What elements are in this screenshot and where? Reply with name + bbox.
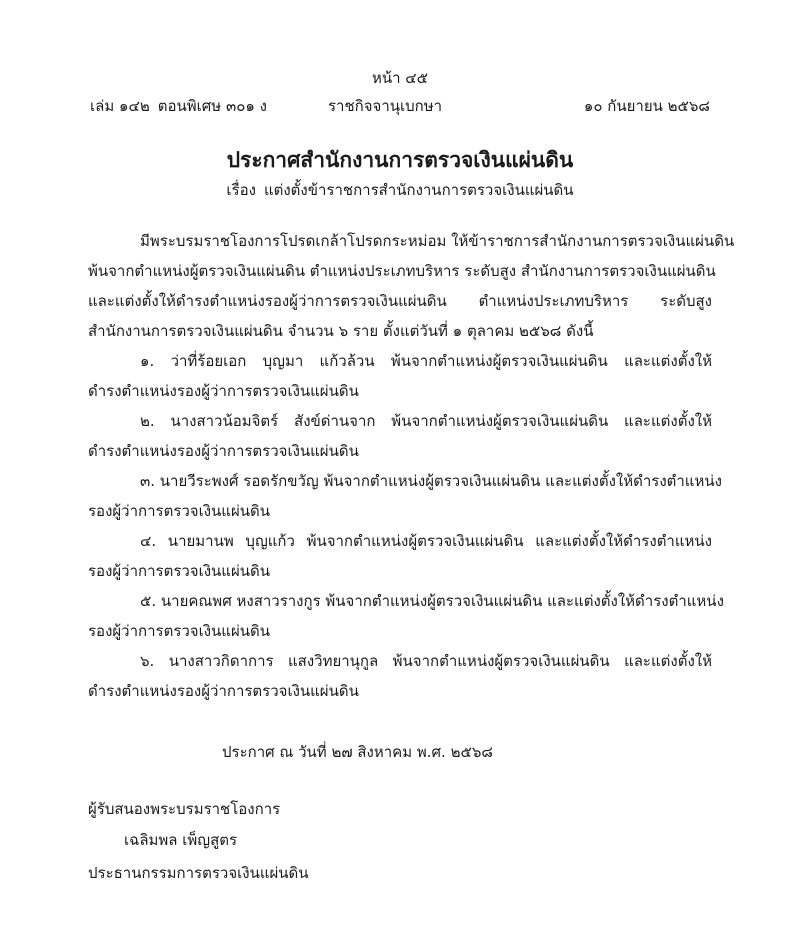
appointee-item-line: ๔. นายมานพ บุญแก้ว พ้นจากตำแหน่งผู้ตรวจเงินแผ่นดิน และแต่งตั้งให้ดำรงตำแหน่ง bbox=[140, 532, 712, 550]
appointee-item-line: ๑. ว่าที่ร้อยเอก บุญมา แก้วล้วน พ้นจากตำแหน่งผู้ตรวจเงินแผ่นดิน และแต่งตั้งให้ bbox=[140, 352, 712, 370]
appointee-item-line: ๖. นางสาวกิดาการ แสงวิทยานุกูล พ้นจากตำแหน่งผู้ตรวจเงินแผ่นดิน และแต่งตั้งให้ bbox=[140, 652, 712, 670]
subject-label: เรื่อง bbox=[226, 181, 256, 199]
intro-line: สำนักงานการตรวจเงินแผ่นดิน จำนวน ๖ ราย ตั้งแต่วันที่ ๑ ตุลาคม ๒๕๖๘ ดังนี้ bbox=[88, 322, 594, 340]
appointee-item-line: ๓. นายวีระพงศ์ รอดรักขวัญ พ้นจากตำแหน่งผู้ตรวจเงินแผ่นดิน และแต่งตั้งให้ดำรงตำแหน่ง bbox=[140, 472, 722, 490]
page-number: หน้า ๔๕ bbox=[371, 69, 429, 87]
announcement-subject bbox=[0, 178, 800, 202]
intro-line: และแต่งตั้งให้ดำรงตำแหน่งรองผู้ว่าการตรวจเงินแผ่นดิน ตำแหน่งประเภทบริหาร ระดับสูง bbox=[88, 292, 712, 310]
appointee-item-line: ดำรงตำแหน่งรองผู้ว่าการตรวจเงินแผ่นดิน bbox=[88, 442, 359, 460]
countersign-label: ผู้รับสนองพระบรมราชโองการ bbox=[88, 800, 281, 818]
appointee-item-line: รองผู้ว่าการตรวจเงินแผ่นดิน bbox=[88, 502, 271, 520]
announcement-title: ประกาศสำนักงานการตรวจเงินแผ่นดิน bbox=[226, 148, 574, 172]
proclamation-date: ประกาศ ณ วันที่ ๒๗ สิงหาคม พ.ศ. ๒๕๖๘ bbox=[222, 743, 493, 761]
gazette-date: ๑๐ กันยายน ๒๕๖๘ bbox=[583, 97, 710, 115]
gazette-header bbox=[90, 94, 710, 116]
appointee-item-line: ๕. นายคณพศ หงสาวรางกูร พ้นจากตำแหน่งผู้ตรวจเงินแผ่นดิน และแต่งตั้งให้ดำรงตำแหน่ง bbox=[140, 592, 724, 610]
appointee-item-line: ดำรงตำแหน่งรองผู้ว่าการตรวจเงินแผ่นดิน bbox=[88, 682, 359, 700]
signatory-position: ประธานกรรมการตรวจเงินแผ่นดิน bbox=[88, 864, 309, 882]
issue-label: ตอนพิเศษ ๓๐๑ ง bbox=[157, 97, 267, 115]
appointee-item-line: รองผู้ว่าการตรวจเงินแผ่นดิน bbox=[88, 622, 271, 640]
appointee-item-line: ดำรงตำแหน่งรองผู้ว่าการตรวจเงินแผ่นดิน bbox=[88, 382, 359, 400]
subject-text: แต่งตั้งข้าราชการสำนักงานการตรวจเงินแผ่นดิน bbox=[263, 181, 574, 199]
appointee-item-line: รองผู้ว่าการตรวจเงินแผ่นดิน bbox=[88, 562, 271, 580]
signatory-name: เฉลิมพล เพ็ญสูตร bbox=[124, 831, 238, 849]
intro-line: มีพระบรมราชโองการโปรดเกล้าโปรดกระหม่อม ให้ข้าราชการสำนักงานการตรวจเงินแผ่นดิน bbox=[140, 232, 735, 250]
appointee-item-line: ๒. นางสาวน้อมจิตร์ สังข์ด่านจาก พ้นจากตำแหน่งผู้ตรวจเงินแผ่นดิน และแต่งตั้งให้ bbox=[140, 412, 712, 430]
volume-label: เล่ม ๑๔๒ bbox=[90, 97, 150, 115]
gazette-name: ราชกิจจานุเบกษา bbox=[328, 97, 443, 115]
announcement-body bbox=[88, 226, 735, 706]
intro-line: พ้นจากตำแหน่งผู้ตรวจเงินแผ่นดิน ตำแหน่งประเภทบริหาร ระดับสูง สำนักงานการตรวจเงินแผ่นดิน bbox=[88, 262, 716, 280]
